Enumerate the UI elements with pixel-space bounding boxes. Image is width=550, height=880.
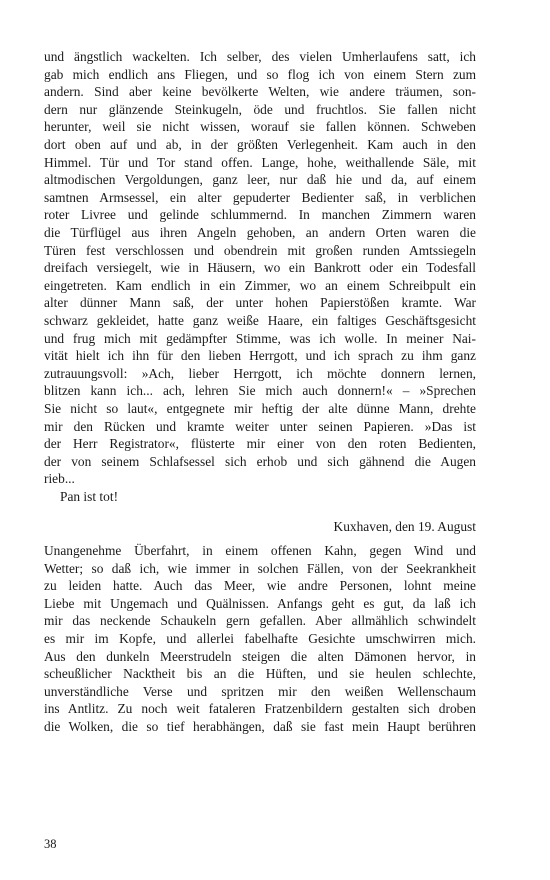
text-line: andern. Sind aber keine bevölkerte Welten, wie andere träumen, son- — [44, 84, 476, 100]
text-line: blitzen kann ich... ach, lehren Sie mich auch donnern!« – »Sprechen — [44, 383, 476, 399]
text-line: Wetter; so daß ich, wie immer in solchen Fällen, von der Seekrankheit — [44, 560, 476, 576]
text-line: samtnen Armsessel, ein alter gepuderter Bedienter saß, in verblichen — [44, 189, 476, 205]
text-line: der Herr Registrator«, flüsterte mir einer von den roten Bedienten, — [44, 436, 476, 452]
text-line: altmodischen Vergoldungen, ganz leer, nur daß hie und da, auf einem — [44, 172, 476, 188]
text-line: die Wolken, die so tief herabhängen, daß sie fast mein Haupt berühren — [44, 719, 476, 734]
text-line: rieb... — [44, 471, 75, 487]
text-line: der von seinem Schlafsessel sich erhob und sich gähnend die Augen — [44, 453, 476, 469]
text-line: eingetreten. Kam endlich in ein Zimmer, wo an einem Schreibpult ein — [44, 277, 476, 293]
text-line: gab mich endlich ans Fliegen, und so flog ich von einem Stern zum — [44, 66, 476, 82]
text-line: ins Antlitz. Zu noch weit fataleren Fratzenbildern gestalten sich droben — [44, 701, 476, 717]
text-line: unverständliche Verse und spritzen mir den weißen Wellenschaum — [44, 683, 476, 699]
dateline: Kuxhaven, den 19. August — [333, 518, 476, 534]
text-line: zutrauungsvoll: »Ach, lieber Herrgott, ich möchte donnern lernen, — [44, 365, 476, 381]
page-number: 38 — [44, 837, 57, 851]
text-line: mir den Rücken und kramte weiter unter seinen Papieren. »Das ist — [44, 418, 476, 434]
text-line: dreifach versiegelt, wie in Häusern, wo ein Bankrott oder ein Todesfall — [44, 260, 476, 276]
text-line: Liebe mit Ungemach und Quälnissen. Anfangs geht es gut, da laß ich — [44, 595, 476, 611]
text-line: mir das neckende Schaukeln gern gefallen. Aber allmählich schwindelt — [44, 613, 476, 629]
text-line: Aus den dunkeln Meerstrudeln steigen die alten Dämonen hervor, in — [44, 648, 476, 664]
text-line: Himmel. Tür und Tor stand offen. Lange, hohe, weithallende Säle, mit — [44, 154, 476, 170]
text-line: vität hielt ich ihn für den lieben Herrgott, und ich sprach zu ihm ganz — [44, 348, 476, 364]
text-line: roter Livree und gelinde schlummernd. In manchen Zimmern waren — [44, 207, 476, 223]
text-line: dort oben auf und ab, in der größten Verlegenheit. Kam auch in den — [44, 137, 476, 152]
text-line: scheußlicher Nacktheit bis an die Hüften, und sie heulen schlechte, — [44, 666, 476, 682]
text-line: schwarz gekleidet, hatte ganz weiße Haare, ein faltiges Geschäftsgesicht — [44, 313, 476, 328]
text-line: alter dünner Mann saß, der unter hohen Papierstößen kramte. War — [44, 295, 476, 311]
text-line: und frug mich mit gedämpfter Stimme, was ich wolle. In meiner Nai- — [44, 330, 476, 346]
text-line: und ängstlich wackelten. Ich selber, des vielen Umherlaufens satt, ich — [44, 49, 476, 64]
text-line: Türen fest verschlossen und obendrein mit großen runden Amtssiegeln — [44, 242, 476, 258]
text-line: dern nur glänzende Steinkugeln, öde und fruchtlos. Sie fallen nicht — [44, 101, 476, 117]
closing-line: Pan ist tot! — [60, 489, 119, 504]
text-line: Sie nicht so laut«, entgegnete mir heftig der alte dünne Mann, drehte — [44, 401, 476, 416]
text-line: Unangenehme Überfahrt, in einem offenen Kahn, gegen Wind und — [44, 543, 476, 558]
text-line: zu leiden hatte. Auch das Meer, wie andre Personen, lohnt meine — [44, 578, 476, 594]
text-line: herunter, weil sie nicht wissen, worauf sie fallen können. Schweben — [44, 119, 476, 135]
text-line: es mir im Kopfe, und allerlei fabelhafte Gesichte umschwirren mich. — [44, 631, 476, 646]
text-line: die Türflügel aus ihren Angeln gehoben, an andern Orten waren die — [44, 225, 476, 240]
